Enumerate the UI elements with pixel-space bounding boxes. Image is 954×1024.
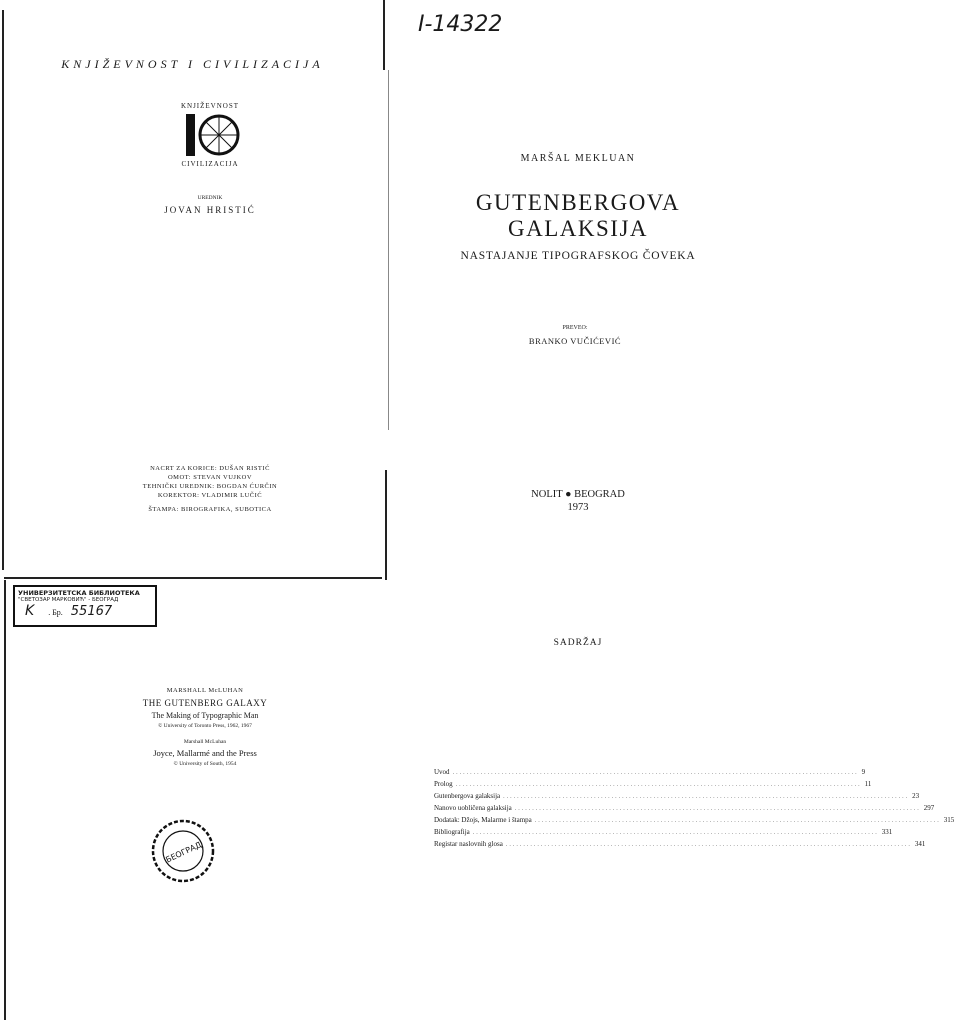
toc-row — [434, 780, 872, 792]
toc-leader: .................................................................................................................... — [505, 842, 912, 848]
gutter-mid — [385, 470, 387, 580]
translator-label: PREVEO: — [562, 325, 588, 331]
stamp-letter: K — [25, 603, 35, 619]
series-logo-icon — [184, 112, 240, 158]
publication-year: 1973 — [567, 502, 589, 513]
toc-row — [434, 792, 920, 804]
credit-line: KOREKTOR: VLADIMIR LUČIĆ — [157, 492, 263, 499]
round-library-stamp-icon — [150, 818, 216, 884]
toc-entry-page: 331 — [881, 828, 893, 836]
credit-line: ŠTAMPA: BIROGRAFIKA, SUBOTICA — [148, 506, 272, 513]
toc-entry-title: Dodatak: Džojs, Malarme i štampa — [434, 816, 532, 824]
book-subtitle: NASTAJANJE TIPOGRAFSKOG ČOVEKA — [460, 250, 696, 262]
library-stamp-line1: УНИВЕРЗИТЕТСКА БИБЛИОТЕКА — [18, 589, 140, 597]
toc-leader: .................................................................................................................... — [503, 794, 910, 800]
table-of-contents — [434, 768, 954, 852]
toc-leader: .................................................................................................................... — [472, 830, 879, 836]
credit-line: OMOT: STEVAN VUJKOV — [167, 474, 253, 481]
stamp-call-number — [15, 603, 155, 619]
publisher-name: NOLIT ● BEOGRAD — [531, 489, 625, 500]
page-edge-left — [2, 10, 4, 570]
series-title: KNJIŽEVNOST I CIVILIZACIJA — [61, 57, 324, 71]
essay-title: Joyce, Mallarmé and the Press — [153, 748, 257, 758]
toc-entry-page: 23 — [912, 792, 920, 800]
toc-leader: .................................................................................................................... — [514, 806, 921, 812]
toc-entry-page: 341 — [914, 840, 926, 848]
book-title — [388, 190, 768, 242]
toc-entry-page: 9 — [861, 768, 866, 776]
library-stamp — [13, 585, 157, 627]
editor-label: UREDNIK — [197, 195, 223, 201]
toc-leader: .................................................................................................................... — [534, 818, 941, 824]
round-stamp-text: БЕОГРАД — [164, 840, 203, 865]
toc-entry-title: Uvod — [434, 768, 450, 776]
original-edition-block — [100, 685, 310, 770]
title-line-1: GUTENBERGOVA — [475, 190, 681, 215]
contents-heading: SADRŽAJ — [553, 638, 603, 648]
toc-entry-title: Bibliografija — [434, 828, 470, 836]
original-author: MARSHALL McLUHAN — [166, 687, 244, 694]
page-edge-left-bottom — [4, 580, 6, 1020]
toc-entry-title: Prolog — [434, 780, 453, 788]
toc-row — [434, 768, 866, 780]
library-stamp-line2: "СВЕТОЗАР МАРКОВИЋ" - БЕОГРАД — [18, 597, 119, 603]
translator-name: BRANKO VUČIĆEVIĆ — [528, 336, 622, 346]
toc-entry-title: Registar naslovnih glosa — [434, 840, 503, 848]
editor-name: JOVAN HRISTIĆ — [164, 205, 256, 215]
toc-row — [434, 828, 893, 840]
toc-entry-page: 11 — [864, 780, 872, 788]
logo-bottom-text: CIVILIZACIJA — [181, 160, 239, 168]
toc-entry-title: Nanovo uobličena galaksija — [434, 804, 512, 812]
toc-entry-page: 297 — [923, 804, 935, 812]
catalog-number: I-14322 — [418, 12, 503, 37]
essay-author: Marshall McLuhan — [183, 739, 227, 745]
credit-line: TEHNIČKI UREDNIK: BOGDAN ĆURČIN — [142, 483, 278, 490]
toc-leader: .................................................................................................................... — [452, 770, 859, 776]
page-fold-top — [4, 577, 382, 579]
publisher-block — [388, 488, 768, 514]
toc-row — [434, 816, 954, 828]
toc-leader: .................................................................................................................... — [455, 782, 862, 788]
original-subtitle: The Making of Typographic Man — [151, 711, 259, 720]
credit-line: NACRT ZA KORICE: DUŠAN RISTIĆ — [150, 465, 270, 472]
essay-copyright: © University of South, 1954 — [173, 761, 237, 767]
stamp-number: 55167 — [70, 604, 113, 619]
credits-block — [110, 464, 310, 514]
toc-entry-title: Gutenbergova galaksija — [434, 792, 501, 800]
stamp-number-label: . Бр. — [48, 608, 63, 617]
toc-row — [434, 804, 935, 816]
author-name: MARŠAL MEKLUAN — [520, 153, 636, 164]
toc-row — [434, 840, 926, 852]
logo-top-text: KNJIŽEVNOST — [180, 102, 240, 110]
original-copyright: © University of Toronto Press, 1962, 1967 — [158, 723, 252, 729]
original-title: THE GUTENBERG GALAXY — [142, 698, 268, 708]
title-line-2: GALAKSIJA — [508, 216, 648, 241]
toc-entry-page: 315 — [943, 816, 954, 824]
